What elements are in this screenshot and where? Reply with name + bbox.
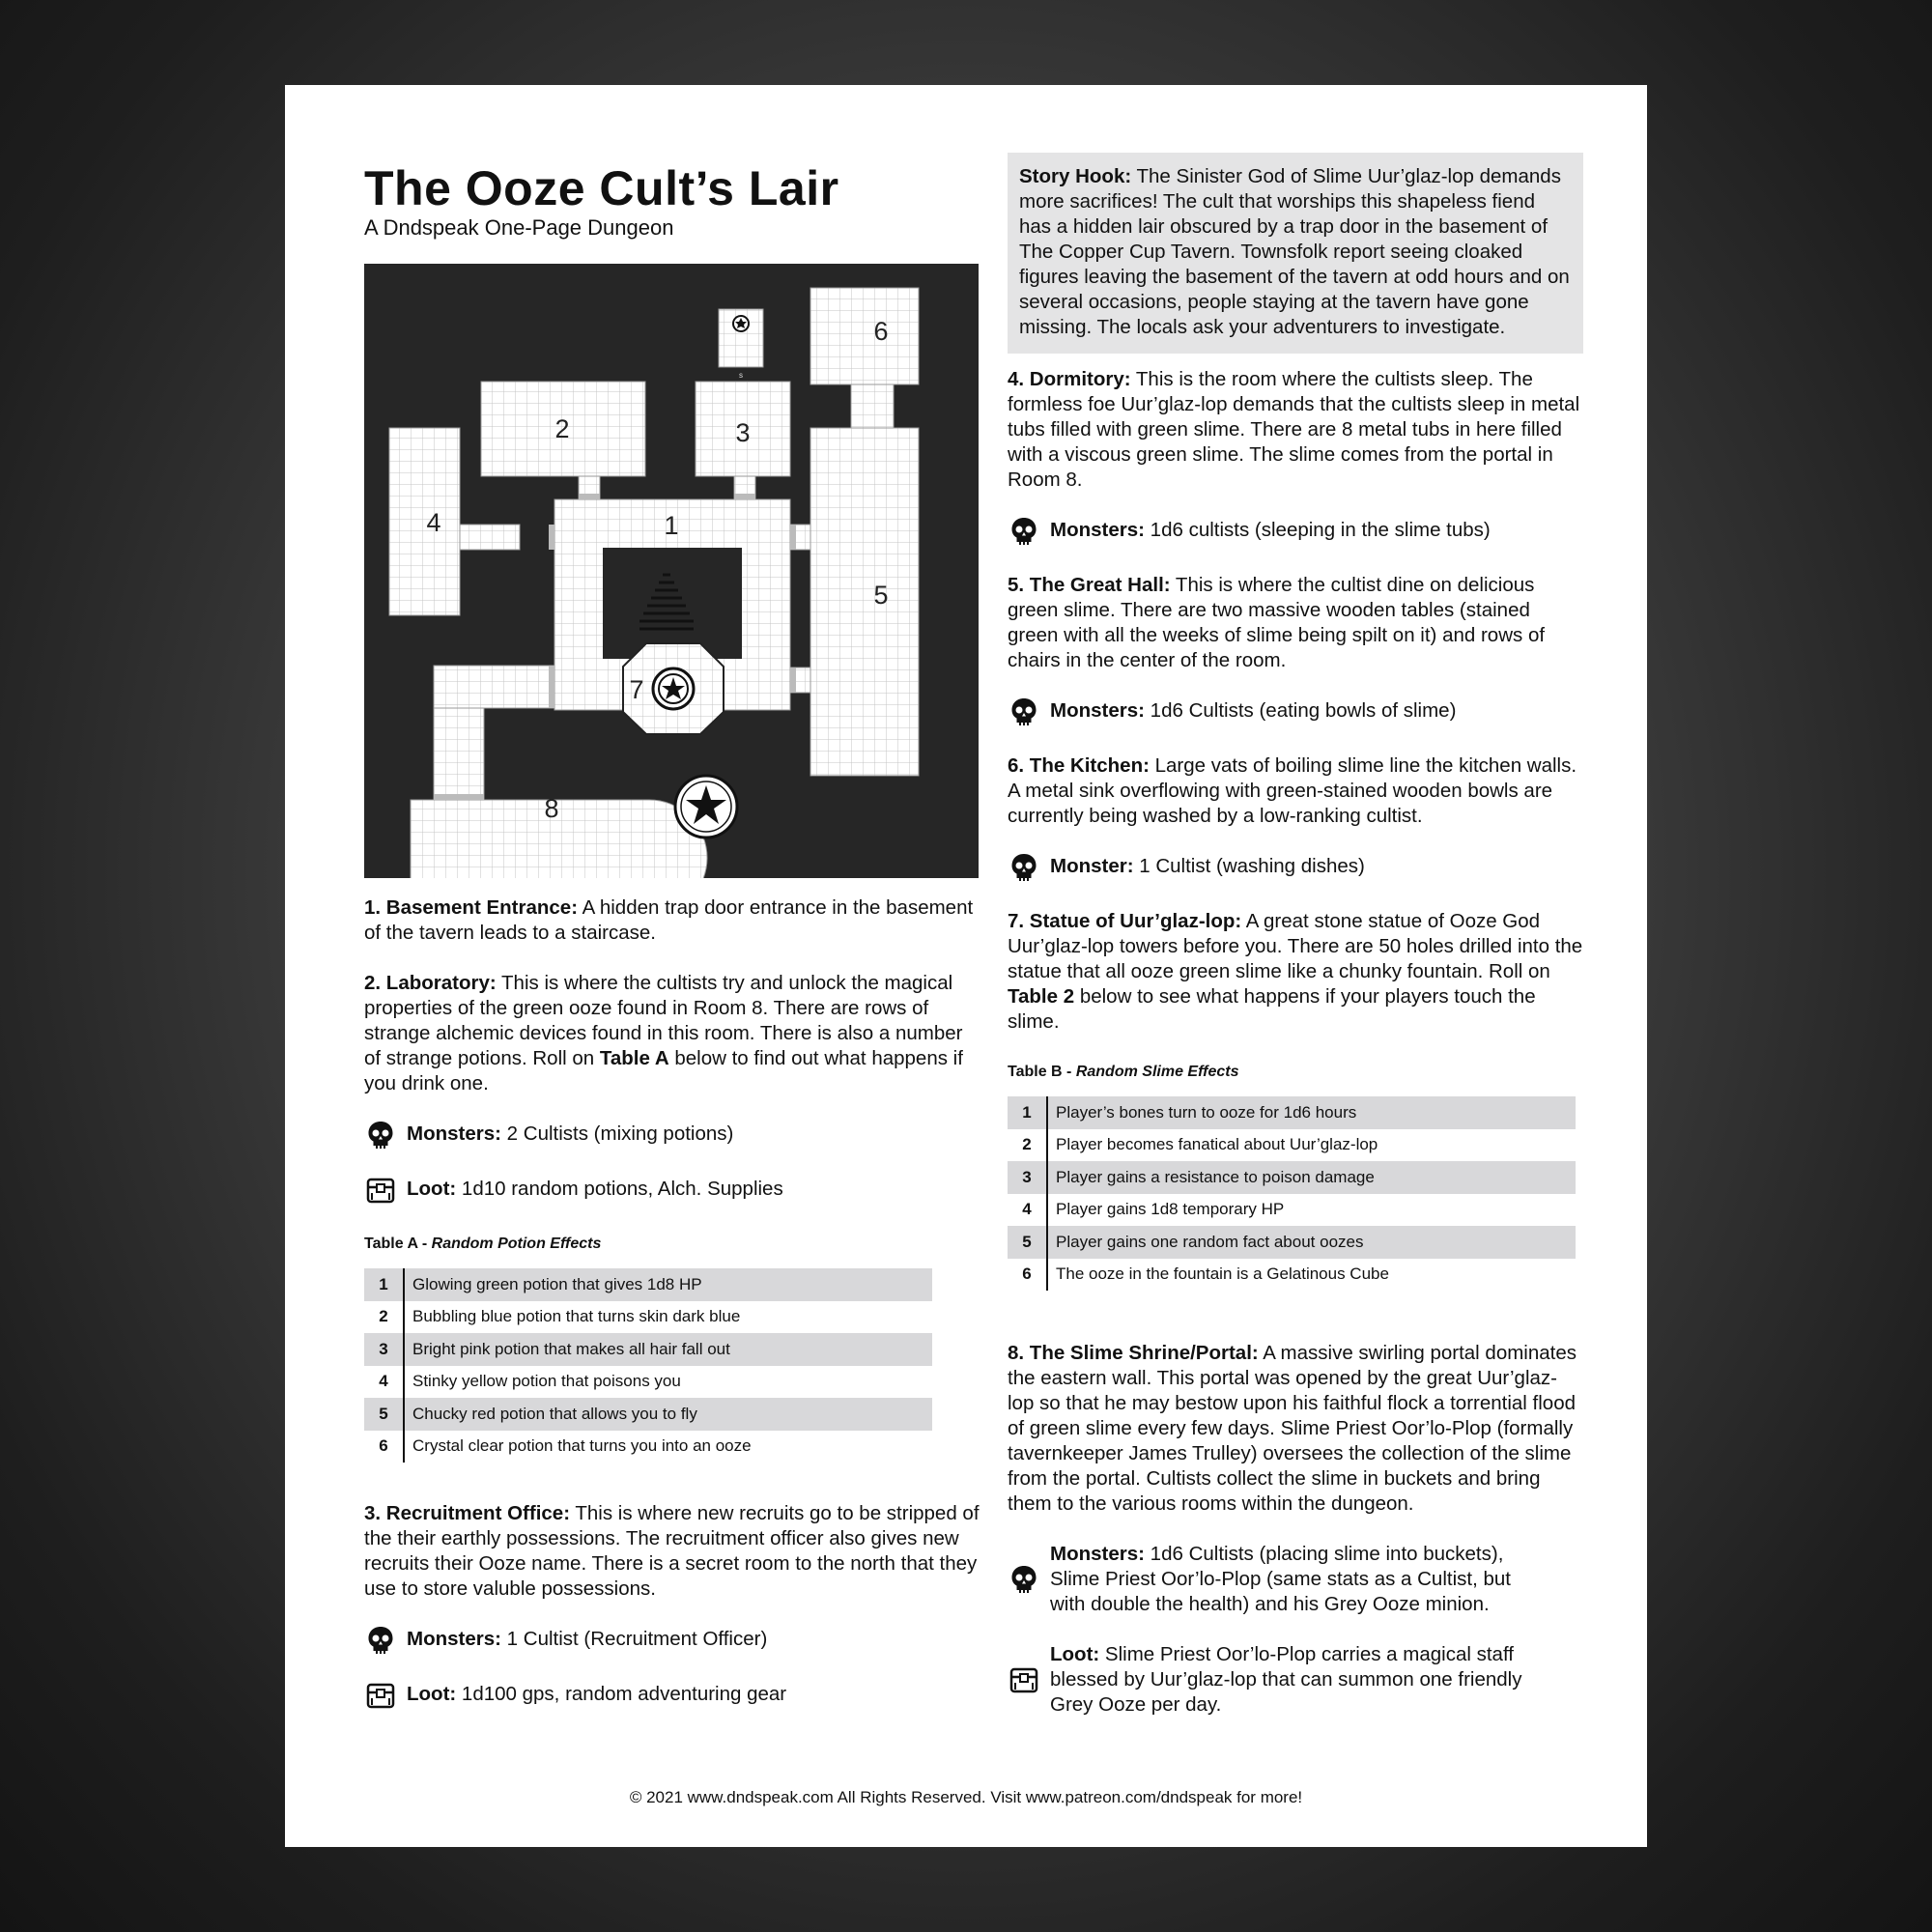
room-7-heading: 7. Statue of Uur’glaz-lop: [1008,910,1242,932]
room-8-monsters: Monsters: 1d6 Cultists (placing slime into buckets), Slime Priest Oor’lo-Plop (same stats as a Cultist, but with double the health) and his Grey Ooze minion. [1008,1542,1583,1617]
story-hook: Story Hook: The Sinister God of Slime Uur’glaz-lop demands more sacrifices! The cult that worships this shapeless fiend has a hidden lair obscured by a trap door in the basement of The Copper Cup Tavern. Townsfolk report seeing cloaked figures leaving the basement of the tavern at odd hours and on several occasions, people staying at the tavern have gone missing. The locals ask your adventurers to investigate. [1008,153,1583,354]
table-b [1008,1096,1576,1291]
room-8-description: 8. The Slime Shrine/Portal: A massive swirling portal dominates the eastern wall. This portal was opened by the great Uur’glaz-lop so that he may bestow upon his faithful flock a torrential flood of green slime every few days. Slime Priest Oor’lo-Plop (formally tavernkeeper James Trulley) oversees the collection of the slime from the portal. Cultists collect the slime in buckets and bring them to the various rooms within the dungeon. [1008,1342,1577,1515]
table-row: 1 Glowing green potion that gives 1d8 HP [364,1268,932,1301]
skull-icon [1008,515,1040,548]
room-label-8: 8 [544,794,559,823]
copyright-footer: © 2021 www.dndspeak.com All Rights Reserved. Visit www.patreon.com/dndspeak for more! [629,1788,1303,1806]
dungeon-page [285,85,1647,1847]
skull-icon [1008,1563,1040,1596]
skull-icon [364,1119,397,1151]
room-5-heading: 5. The Great Hall: [1008,574,1171,596]
skull-icon [1008,851,1040,884]
room-label-5: 5 [873,581,889,610]
table-row: 3 Player gains a resistance to poison damage [1008,1161,1576,1194]
room-label-2: 2 [554,414,570,443]
room-label-6: 6 [873,317,889,346]
room-4-heading: 4. Dormitory: [1008,368,1131,390]
table-row: 5 Chucky red potion that allows you to fly [364,1398,932,1431]
room-1-heading: 1. Basement Entrance: [364,896,579,919]
skull-icon [364,1624,397,1657]
room-6-description: 6. The Kitchen: Large vats of boiling slime line the kitchen walls. A metal sink overflowing with green-stained wooden bowls are currently being washed by a low-ranking cultist. [1008,754,1577,827]
treasure-chest-icon [364,1679,397,1712]
table-a [364,1268,932,1463]
table-row: 2 Bubbling blue potion that turns skin dark blue [364,1301,932,1334]
room-8-loot: Loot: Slime Priest Oor’lo-Plop carries a magical staff blessed by Uur’glaz-lop that can summon one friendly Grey Ooze per day. [1008,1642,1583,1718]
room-1-description: 1. Basement Entrance: A hidden trap door entrance in the basement of the tavern leads to a staircase. [364,896,974,944]
room-6-monsters: Monster: 1 Cultist (washing dishes) [1008,854,1583,884]
room-8-heading: 8. The Slime Shrine/Portal: [1008,1342,1259,1364]
room-label-4: 4 [426,508,441,537]
story-hook-heading: Story Hook: [1019,165,1132,187]
room-2-heading: 2. Laboratory: [364,972,497,994]
page-title: The Ooze Cult’s Lair [364,161,839,215]
table-a-caption: Table A - Random Potion Effects [364,1236,602,1252]
treasure-chest-icon [364,1174,397,1207]
room-label-7: 7 [629,675,644,704]
room-3-monsters: Monsters: 1 Cultist (Recruitment Officer) [364,1627,982,1657]
secret-door-marker: s [739,371,743,380]
table-row: 1 Player’s bones turn to ooze for 1d6 hours [1008,1096,1576,1129]
room-4-monsters: Monsters: 1d6 cultists (sleeping in the slime tubs) [1008,518,1583,548]
left-column [364,895,982,1737]
table-row: 5 Player gains one random fact about oozes [1008,1226,1576,1259]
room-2-description: 2. Laboratory: This is where the cultists try and unlock the magical properties of the green ooze found in Room 8. There are rows of strange alchemic devices found in this room. There is also a number of strange potions. Roll on Table A below to find out what happens if you drink one. [364,972,963,1094]
table-row: 6 The ooze in the fountain is a Gelatinous Cube [1008,1259,1576,1292]
room-7-description: 7. Statue of Uur’glaz-lop: A great stone statue of Ooze God Uur’glaz-lop towers before you. There are 50 holes drilled into the statue that all ooze green slime like a chunky fountain. Roll on Table 2 below to see what happens if your players touch the slime. [1008,910,1583,1033]
table-row: 2 Player becomes fanatical about Uur’glaz-lop [1008,1129,1576,1162]
room-5-monsters: Monsters: 1d6 Cultists (eating bowls of slime) [1008,698,1583,728]
table-row: 3 Bright pink potion that makes all hair fall out [364,1333,932,1366]
room-2-loot: Loot: 1d10 random potions, Alch. Supplies [364,1177,982,1207]
page-subtitle: A Dndspeak One-Page Dungeon [364,215,674,240]
room-6-heading: 6. The Kitchen: [1008,754,1150,777]
room-3-loot: Loot: 1d100 gps, random adventuring gear [364,1682,982,1712]
treasure-chest-icon [1008,1663,1040,1696]
table-row: 4 Stinky yellow potion that poisons you [364,1366,932,1399]
room-2-monsters: Monsters: 2 Cultists (mixing potions) [364,1122,982,1151]
right-column [1008,153,1583,1743]
room-3-description: 3. Recruitment Office: This is where new recruits go to be stripped of the their earthly possessions. The recruitment officer also gives new recruits their Ooze name. There is a secret room to the north that they use to store valuble possessions. [364,1502,980,1600]
table-2-reference: Table 2 [1008,985,1075,1008]
room-label-3: 3 [735,418,751,447]
room-4-description: 4. Dormitory: This is the room where the cultists sleep. The formless foe Uur’glaz-lop demands that the cultists sleep in metal tubs filled with green slime. There are 8 metal tubs in here filled with a viscous green slime. The slime comes from the portal in Room 8. [1008,368,1580,491]
table-row: 4 Player gains 1d8 temporary HP [1008,1194,1576,1227]
room-label-1: 1 [664,511,679,540]
table-a-reference: Table A [599,1047,669,1069]
table-b-caption: Table B - Random Slime Effects [1008,1064,1239,1080]
room-5-description: 5. The Great Hall: This is where the cultist dine on delicious green slime. There are two massive wooden tables (stained green with all the weeks of slime being spilt on it) and rows of chairs in the center of the room. [1008,574,1546,671]
skull-icon [1008,696,1040,728]
table-row: 6 Crystal clear potion that turns you into an ooze [364,1431,932,1463]
dungeon-map [364,264,979,878]
room-3-heading: 3. Recruitment Office: [364,1502,571,1524]
